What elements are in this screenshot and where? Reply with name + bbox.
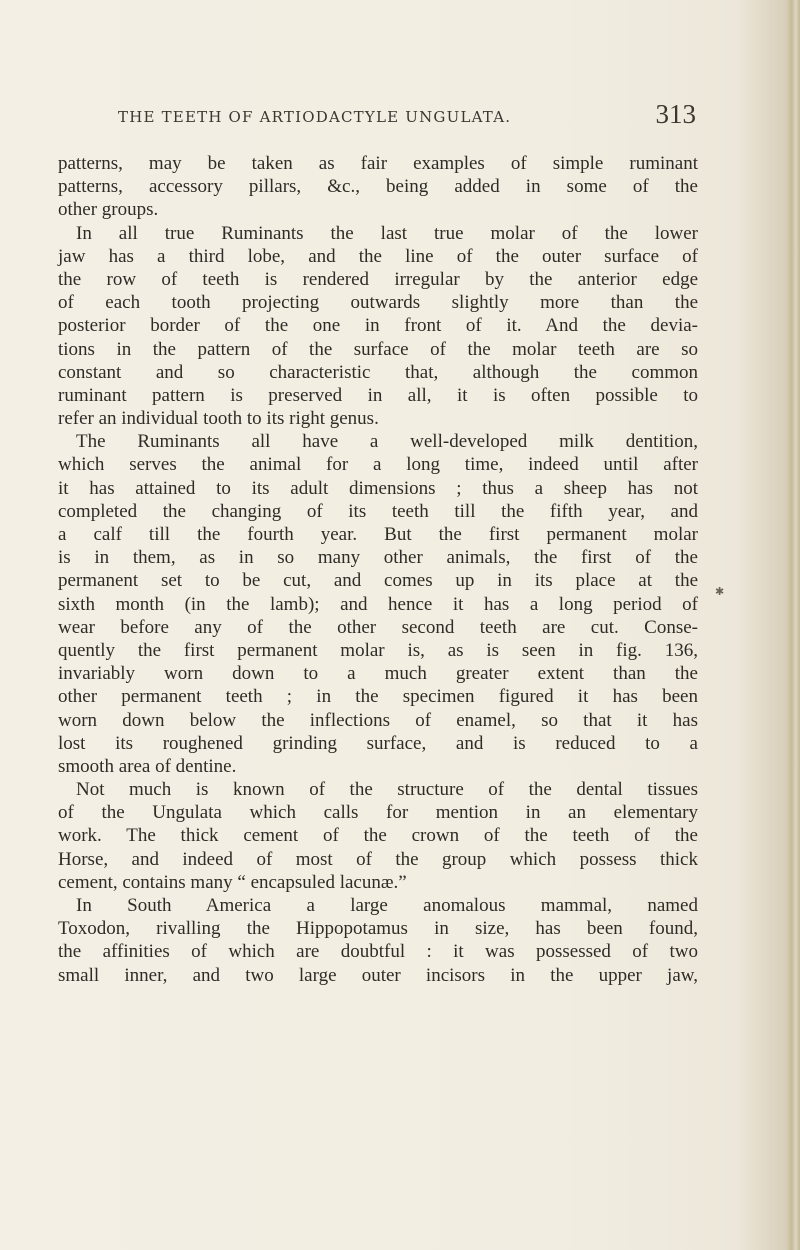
text-line: of the Ungulata which calls for mention in an elementary [58,802,698,824]
text-line: patterns, may be taken as fair examples of simple ruminant [58,153,698,174]
text-line: cement, contains many “ encapsuled lacunæ.” [58,871,407,893]
text-line: smooth area of dentine. [58,755,237,777]
text-line: which serves the animal for a long time, indeed until after [58,454,698,476]
text-line: lost its roughened grinding surface, and is reduced to a [58,732,698,754]
text-line: is in them, as in so many other animals, the first of the [58,547,698,569]
text-line: wear before any of the other second teeth are cut. Conse- [58,616,698,638]
paragraph-start-line: The Ruminants all have a well-developed milk dentition, [76,431,698,453]
text-line: constant and so characteristic that, although the common [58,361,698,383]
text-line: other permanent teeth ; in the specimen figured it has been [58,686,698,708]
text-line: invariably worn down to a much greater extent than the [58,663,698,685]
text-line: quently the first permanent molar is, as is seen in fig. 136, [58,639,698,661]
text-line: ruminant pattern is preserved in all, it is often possible to [58,384,698,406]
text-line: worn down below the inflections of enamel, so that it has [58,709,698,731]
text-line: completed the changing of its teeth till the fifth year, and [58,500,698,522]
text-line: refer an individual tooth to its right genus. [58,408,379,430]
text-line: a calf till the fourth year. But the first permanent molar [58,524,698,545]
text-line: permanent set to be cut, and comes up in its place at the [58,570,698,592]
text-line: jaw has a third lobe, and the line of the outer surface of [58,245,698,267]
text-line: the row of teeth is rendered irregular by the anterior edge [58,268,698,290]
text-line: work. The thick cement of the crown of the teeth of the [58,825,698,847]
text-line: other groups. [58,199,159,221]
text-line: Toxodon, rivalling the Hippopotamus in size, has been found, [58,918,698,940]
paragraph-start-line: In South America a large anomalous mammal, named [76,895,698,916]
text-line: tions in the pattern of the surface of the molar teeth are so [58,338,698,360]
text-line: patterns, accessory pillars, &c., being added in some of the [58,176,698,198]
text-line: posterior border of the one in front of it. And the devia- [58,315,698,337]
page-gutter-shadow [786,0,800,1250]
paragraph-start-line: Not much is known of the structure of the dental tissues [76,779,698,801]
text-line: sixth month (in the lamb); and hence it has a long period of [58,593,698,615]
text-line: of each tooth projecting outwards slightly more than the [58,292,698,314]
paragraph-start-line: In all true Ruminants the last true molar of the lower [76,222,698,244]
body-text [58,152,698,987]
ink-speck-mark: ✱ [715,585,725,598]
running-head: THE TEETH OF ARTIODACTYLE UNGULATA. [118,108,512,126]
text-line: Horse, and indeed of most of the group which possess thick [58,848,698,870]
text-line: it has attained to its adult dimensions ; thus a sheep has not [58,477,698,499]
text-line: small inner, and two large outer incisors in the upper jaw, [58,964,698,986]
text-line: the affinities of which are doubtful : it was possessed of two [58,941,698,963]
page-number: 313 [655,99,696,129]
page-header [118,96,718,136]
